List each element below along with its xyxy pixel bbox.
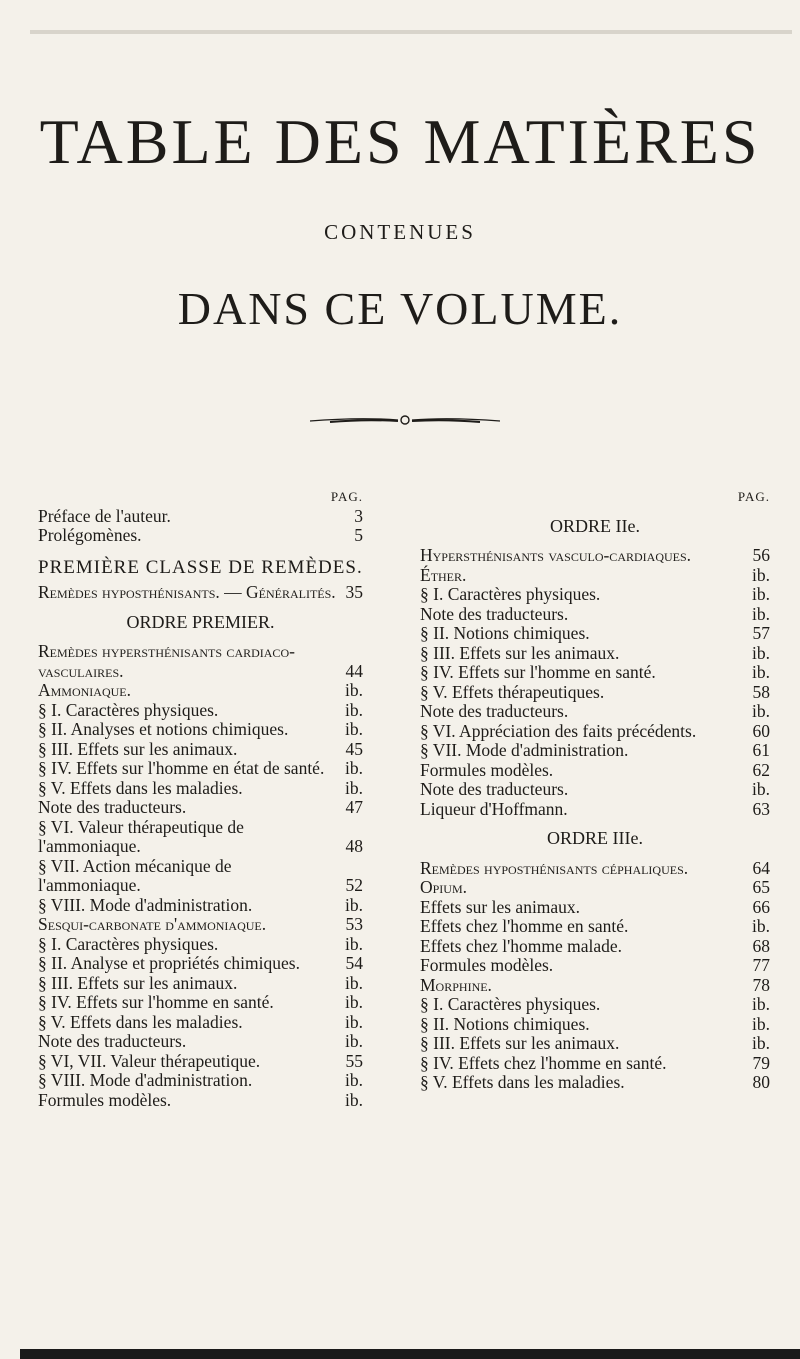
entry-page: ib. — [345, 1031, 363, 1051]
toc-entry[interactable] — [38, 974, 363, 994]
toc-entry[interactable] — [420, 898, 770, 918]
toc-entry[interactable] — [38, 857, 363, 896]
entry-label: § II. Analyse et propriétés chimiques. — [38, 953, 300, 973]
entry-label: § VIII. Mode d'administration. — [38, 894, 253, 915]
entry-page: ib. — [345, 777, 363, 798]
toc-entry[interactable] — [38, 740, 363, 760]
toc-entry[interactable] — [420, 878, 770, 898]
entry-label: Remèdes hyposthénisants. — Généralités. — [38, 582, 336, 602]
toc-entry[interactable] — [38, 681, 363, 701]
toc-entry[interactable] — [38, 779, 363, 799]
entry-label: Liqueur d'Hoffmann. — [420, 798, 568, 819]
entry-label: Éther. — [420, 564, 467, 585]
entry-label: Prolégomènes. — [38, 525, 142, 545]
toc-entry[interactable] — [420, 722, 770, 742]
toc-entry[interactable] — [420, 1034, 770, 1054]
ordre-heading: ORDRE IIe. — [550, 515, 640, 536]
entry-page: 3 — [354, 505, 363, 526]
entry-page: ib. — [752, 994, 770, 1014]
entry-label: Formules modèles. — [420, 759, 554, 780]
entry-page: 47 — [345, 797, 363, 817]
entry-page: ib. — [752, 584, 770, 604]
entry-page: 60 — [752, 720, 770, 741]
entry-page: 62 — [752, 759, 770, 780]
entry-page: 44 — [345, 660, 363, 681]
entry-label: Formules modèles. — [420, 955, 554, 975]
entry-label: Effets chez l'homme malade. — [420, 935, 623, 956]
toc-entry[interactable] — [38, 1052, 363, 1072]
bottom-rule — [20, 1349, 800, 1359]
toc-entry[interactable] — [420, 624, 770, 644]
entry-page: ib. — [345, 1089, 363, 1110]
toc-entry[interactable] — [38, 1013, 363, 1033]
entry-label: § III. Effets sur les animaux. — [420, 1033, 620, 1053]
entry-label: Hypersthénisants vasculo-cardiaques. — [420, 545, 692, 565]
ordre-heading: ORDRE PREMIER. — [126, 611, 275, 632]
entry-label: § II. Notions chimiques. — [420, 623, 590, 643]
entry-label: § III. Effets sur les animaux. — [38, 972, 238, 993]
entry-label: Opium. — [420, 877, 468, 897]
entry-page: 63 — [752, 798, 770, 819]
entry-label: Sesqui-carbonate d'ammoniaque. — [38, 914, 267, 934]
entry-page: 5 — [354, 525, 363, 545]
entry-page: 54 — [345, 953, 363, 973]
toc-entry[interactable] — [420, 1015, 770, 1035]
entry-page: ib. — [752, 603, 770, 624]
toc-entry[interactable] — [420, 976, 770, 996]
entry-label: Formules modèles. — [38, 1089, 172, 1110]
toc-entry[interactable] — [420, 1073, 770, 1093]
toc-entry[interactable] — [38, 818, 363, 857]
entry-label: Note des traducteurs. — [420, 779, 569, 799]
entry-page: ib. — [752, 916, 770, 936]
entry-label: Effets sur les animaux. — [420, 896, 581, 917]
entry-label: Note des traducteurs. — [38, 1031, 187, 1051]
entry-label: § VII. Action mécanique de l'ammoniaque. — [38, 855, 232, 895]
entry-label: Note des traducteurs. — [420, 701, 569, 721]
entry-page: 45 — [345, 738, 363, 759]
entry-label: § I. Caractères physiques. — [38, 699, 219, 720]
entry-label: § VI. Appréciation des faits précédents. — [420, 720, 697, 741]
toc-entry[interactable] — [420, 917, 770, 937]
entry-label: Note des traducteurs. — [38, 797, 187, 817]
entry-page: 78 — [752, 974, 770, 995]
entry-page: 58 — [752, 681, 770, 702]
toc-entry[interactable] — [38, 935, 363, 955]
entry-label: § VII. Mode d'administration. — [420, 740, 629, 760]
entry-page: ib. — [345, 719, 363, 739]
page-title: TABLE DES MATIÈRES — [39, 106, 761, 177]
toc-entry[interactable] — [420, 702, 770, 722]
entry-page: 35 — [345, 582, 363, 602]
entry-page: ib. — [345, 699, 363, 720]
entry-label: § VI, VII. Valeur thérapeutique. — [38, 1050, 261, 1071]
entry-label: Remèdes hyposthénisants céphaliques. — [420, 857, 689, 878]
toc-entry[interactable] — [420, 683, 770, 703]
toc-entry[interactable] — [420, 741, 770, 761]
toc-entry[interactable] — [38, 798, 363, 818]
entry-label: § IV. Effets sur l'homme en état de santé. — [38, 758, 325, 778]
entry-page: 65 — [752, 877, 770, 897]
toc-entry[interactable] — [420, 780, 770, 800]
entry-page: ib. — [345, 894, 363, 915]
entry-page: 56 — [752, 545, 770, 565]
entry-label: Remèdes hypersthénisants cardiaco-vasculaires. — [38, 641, 295, 681]
entry-page: 64 — [752, 857, 770, 878]
toc-entry[interactable] — [38, 720, 363, 740]
entry-page: 57 — [752, 623, 770, 643]
toc-entry[interactable] — [420, 859, 770, 879]
entry-label: § V. Effets dans les maladies. — [38, 1011, 243, 1032]
entry-label: § I. Caractères physiques. — [420, 994, 601, 1014]
toc-entry[interactable] — [38, 915, 363, 935]
toc-entry[interactable] — [420, 995, 770, 1015]
entry-page: 66 — [752, 896, 770, 917]
entry-label: § II. Analyses et notions chimiques. — [38, 719, 289, 739]
entry-page: 77 — [752, 955, 770, 975]
entry-page: 52 — [345, 875, 363, 895]
pag-header: PAG. — [737, 489, 770, 504]
toc-entry[interactable] — [38, 1032, 363, 1052]
entry-label: § V. Effets thérapeutiques. — [420, 681, 605, 702]
toc-entry[interactable] — [38, 583, 363, 603]
entry-page: 80 — [752, 1072, 770, 1092]
entry-page: ib. — [345, 680, 363, 700]
entry-page: 55 — [345, 1050, 363, 1071]
entry-page: ib. — [752, 1013, 770, 1034]
toc-entry[interactable] — [420, 566, 770, 586]
toc-entry[interactable] — [420, 761, 770, 781]
toc-entry[interactable] — [420, 800, 770, 820]
entry-label: § IV. Effets chez l'homme en santé. — [420, 1052, 667, 1073]
entry-page: ib. — [345, 1070, 363, 1090]
toc-entry[interactable] — [38, 507, 363, 527]
entry-page: 48 — [345, 836, 363, 856]
toc-entry[interactable] — [420, 605, 770, 625]
top-rule — [30, 30, 792, 34]
toc-entry[interactable] — [420, 1054, 770, 1074]
entry-label: Préface de l'auteur. — [38, 505, 171, 526]
entry-label: § IV. Effets sur l'homme en santé. — [38, 992, 274, 1012]
toc-entry[interactable] — [420, 644, 770, 664]
page-subtitle: CONTENUES — [324, 220, 476, 244]
toc-entry[interactable] — [38, 896, 363, 916]
entry-label: § I. Caractères physiques. — [420, 584, 601, 604]
entry-page: ib. — [752, 662, 770, 682]
entry-label: § III. Effets sur les animaux. — [38, 738, 238, 759]
toc-entry[interactable] — [420, 937, 770, 957]
entry-label: Ammoniaque. — [38, 680, 132, 700]
ornament-divider — [310, 414, 500, 426]
entry-page: ib. — [345, 972, 363, 993]
entry-label: § V. Effets dans les maladies. — [38, 777, 243, 798]
toc-entry[interactable] — [38, 759, 363, 779]
entry-page: 79 — [752, 1052, 770, 1073]
entry-label: § VI. Valeur thérapeutique de l'ammoniaque. — [38, 816, 244, 856]
entry-page: 53 — [345, 914, 363, 934]
toc-entry[interactable] — [38, 1071, 363, 1091]
toc-left-column — [38, 487, 363, 1110]
ordre-heading: ORDRE IIIe. — [547, 828, 643, 848]
toc-entry[interactable] — [420, 663, 770, 683]
entry-label: Effets chez l'homme en santé. — [420, 916, 629, 936]
entry-label: § V. Effets dans les maladies. — [420, 1072, 625, 1092]
toc-entry[interactable] — [38, 526, 363, 546]
volume-heading: DANS CE VOLUME. — [177, 283, 623, 334]
toc-entry[interactable] — [420, 956, 770, 976]
entry-page: ib. — [752, 779, 770, 799]
entry-page: ib. — [345, 933, 363, 954]
toc-entry[interactable] — [38, 1091, 363, 1111]
classe-heading: PREMIÈRE CLASSE DE REMÈDES. — [38, 556, 363, 578]
toc-right-column — [420, 487, 770, 1093]
entry-label: § I. Caractères physiques. — [38, 933, 219, 954]
entry-label: § VIII. Mode d'administration. — [38, 1070, 253, 1090]
entry-page: ib. — [752, 701, 770, 721]
pag-header: PAG. — [330, 489, 363, 504]
toc-entry[interactable] — [38, 993, 363, 1013]
toc-entry[interactable] — [420, 546, 770, 566]
entry-page: 61 — [752, 740, 770, 760]
entry-label: § III. Effets sur les animaux. — [420, 642, 620, 663]
entry-page: ib. — [345, 1011, 363, 1032]
entry-page: ib. — [752, 1033, 770, 1053]
toc-entry[interactable] — [38, 954, 363, 974]
toc-entry[interactable] — [420, 585, 770, 605]
entry-page: ib. — [752, 642, 770, 663]
entry-page: ib. — [345, 758, 363, 778]
toc-entry[interactable] — [38, 642, 363, 681]
entry-label: Note des traducteurs. — [420, 603, 569, 624]
toc-entry[interactable] — [38, 701, 363, 721]
entry-page: 68 — [752, 935, 770, 956]
entry-page: ib. — [752, 564, 770, 585]
entry-page: ib. — [345, 992, 363, 1012]
entry-label: § IV. Effets sur l'homme en santé. — [420, 662, 656, 682]
entry-label: § II. Notions chimiques. — [420, 1013, 590, 1034]
entry-label: Morphine. — [420, 974, 492, 995]
